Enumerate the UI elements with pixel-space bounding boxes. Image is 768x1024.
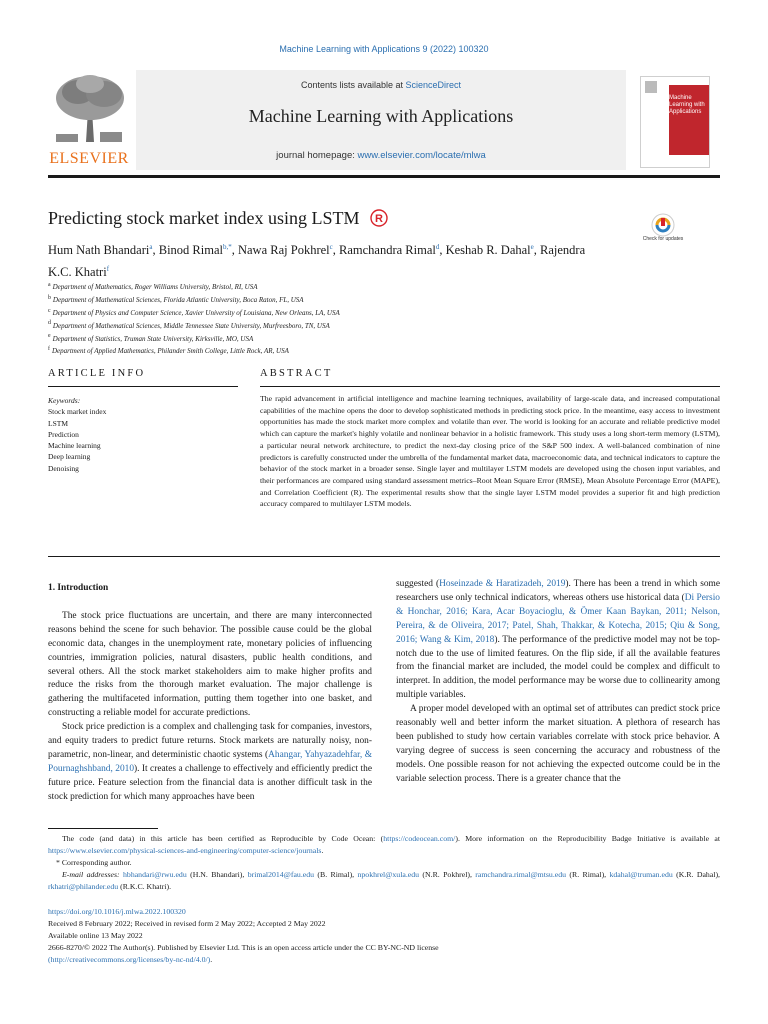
email-owner: (B. Rimal), [314, 870, 358, 879]
journal-homepage-link[interactable]: www.elsevier.com/locate/mlwa [357, 150, 486, 161]
abstract-heading: ABSTRACT [260, 368, 333, 379]
intro-p2-text-a: Stock price prediction is a complex and challenging task for companies, investors, and equity traders to predict future returns. Stock markets are naturally noisy, non-parametric, non-linear, and deterministic chaotic systems ( [48, 722, 372, 760]
check-updates-icon [646, 212, 680, 250]
citation-group-link[interactable]: Di Persio & Honchar, 2016; Kara, Acar Boyacioglu, & Ömer Kaan Baykan, 2011; Nelson, Pereira, & de Oliveira, 2017; Patel, Shah, Thakkar, & Kotecha, 2015; Qiu & Song, 2016; Wang & Kim, 2018 [396, 592, 720, 645]
codeocean-link[interactable]: https://codeocean.com/ [383, 834, 456, 843]
keyword-item: LSTM [48, 418, 69, 428]
author-separator: , [332, 243, 339, 258]
license-end: . [210, 955, 213, 964]
intro-p2-text-b: ). It creates a challenge to effectively and efficiently predict the future price. Feature selection from the financial data is another difficult task in the stock prediction for which many approaches have been [48, 763, 373, 802]
footnotes-block [48, 833, 720, 893]
code-note-a: The code (and data) in this article has been certified as Reproducible by Code Ocean: ( [62, 834, 384, 843]
affiliation-list [48, 280, 608, 357]
badge-initiative-link[interactable]: https://www.elsevier.com/physical-sciences-and-engineering/computer-science/journals [48, 846, 322, 855]
author-affiliation-marker[interactable]: a [149, 243, 153, 251]
journal-banner [136, 70, 626, 170]
affiliation-item [48, 293, 608, 306]
check-updates-label: Check for updates [642, 236, 684, 242]
affiliation-item [48, 318, 608, 331]
license-link[interactable]: (http://creativecommons.org/licenses/by-nc-nd/4.0/) [48, 955, 211, 964]
email-owner: (H.N. Bhandari), [186, 870, 248, 879]
keywords-label: Keywords: [48, 396, 81, 405]
keyword-item: Machine learning [48, 441, 101, 451]
affiliation-text: Department of Physics and Computer Science, Xavier University of Louisiana, New Orleans, LA, USA [52, 308, 340, 317]
code-note-c: . [321, 846, 324, 855]
body-left-column [48, 574, 372, 805]
article-title-text: Predicting stock market index using LSTM [48, 208, 360, 228]
journal-cover-thumbnail[interactable] [640, 76, 710, 168]
publication-info [48, 906, 720, 966]
author-separator: , [231, 243, 238, 258]
reproducible-badge-icon[interactable] [370, 209, 388, 227]
author-affiliation-marker[interactable]: d [435, 243, 440, 251]
intro-p3-text-c: ). The performance of the predictive model may not be top-notch due to the use of limited features. On the flip side, if all the available features from the financial market are included, the model could be complex and difficult to interpret. In addition, the model performance may be worse due to collinearity among multiple variables. [396, 634, 720, 701]
journal-homepage-line [136, 150, 626, 161]
intro-p3-text-a: suggested ( [396, 579, 440, 589]
email-link[interactable]: npokhrel@xula.edu [357, 870, 420, 879]
keywords-block [48, 395, 238, 474]
author-name[interactable]: Keshab R. Dahal [445, 243, 531, 258]
author-separator: , [533, 243, 541, 258]
author-name[interactable]: Ramchandra Rimal [339, 243, 436, 258]
affiliation-marker: c [48, 307, 51, 314]
keyword-item: Denoising [48, 463, 79, 473]
body-right-column [396, 578, 720, 787]
license-statement: 2666-8270/© 2022 The Author(s). Published by Elsevier Ltd. This is an open access article under the CC BY-NC-ND license [48, 943, 439, 952]
intro-paragraph-4: A proper model developed with an optimal set of attributes can predict stock price reasonably well and better inform the market situation. A plethora of research has been published to study how certain variables correlate with stock price behavior. A varying degree of success is seen concerning the accuracy and robustness of the models. One possible reason for not achieving the expected outcome could be in the variable selection process. There is a greater chance that the [396, 704, 720, 784]
email-owner: (R.K.C. Khatri). [118, 882, 172, 891]
check-for-updates-button[interactable] [646, 212, 680, 250]
code-note-b: ). More information on the Reproducibility Badge Initiative is available at [455, 834, 720, 843]
email-label: E-mail addresses: [62, 870, 120, 879]
keyword-item: Prediction [48, 429, 79, 439]
reproducibility-footnote [48, 833, 720, 857]
license-line [48, 954, 720, 966]
elsevier-wordmark: ELSEVIER [49, 150, 129, 167]
affiliation-item [48, 331, 608, 344]
author-separator: , [152, 243, 159, 258]
introduction-heading: 1. Introduction [48, 583, 109, 593]
email-owner: (K.R. Dahal), [672, 870, 720, 879]
email-link[interactable]: kdahal@truman.edu [609, 870, 673, 879]
journal-masthead [48, 70, 720, 178]
cover-title: Machine Learning with Applications [669, 95, 705, 115]
svg-text:R: R [374, 213, 383, 225]
affiliation-item [48, 344, 608, 357]
contents-prefix: Contents lists available at [300, 80, 406, 90]
sciencedirect-link[interactable]: ScienceDirect [405, 80, 462, 90]
email-link[interactable]: ramchandra.rimal@mtsu.edu [475, 870, 567, 879]
author-list [48, 238, 608, 282]
author-affiliation-marker[interactable]: c [329, 243, 333, 251]
footnote-rule [48, 828, 158, 829]
email-link[interactable]: hbhandari@rwu.edu [123, 870, 187, 879]
affiliation-text: Department of Statistics, Truman State University, Kirksville, MO, USA [52, 334, 254, 343]
affiliation-text: Department of Mathematical Sciences, Middle Tennessee State University, Murfreesboro, TN, USA [52, 321, 330, 330]
citation-ahangar-link[interactable]: Ahangar, Yahyazadehfar, & Pournaghshband, 2010 [48, 749, 372, 774]
affiliation-marker: a [48, 282, 51, 288]
author-name[interactable]: Nawa Raj Pokhrel [237, 243, 330, 258]
corresponding-author-note: * Corresponding author. [56, 858, 132, 867]
affiliation-item [48, 280, 608, 293]
elsevier-tree-icon [48, 70, 130, 144]
abstract-text: The rapid advancement in artificial intelligence and machine learning techniques, availability of large-scale data, and increased computational capabilities of the machine opens the door to develop sophisticated methods in predicting stock price. In the meantime, easy access to investment opportunities has made the stock market more complex and volatile than ever. The world is looking for an accurate and reliable predictive model which can capture the market's highly volatile and nonlinear behavior in a holistic framework. This study uses a long short-term memory (LSTM), a particular neural network architecture, to predict the next-day closing price of the S&P 500 index. A well-balanced combination of nine predictors is carefully constructed under the umbrella of the fundamental market data, macroeconomic data, and technical indicators to capture the behavior of the stock market in a broader sense. Single layer and multilayer LSTM models are developed using the chosen input variables, and their performances are compared using standard assessment metrics–Root Mean Square Error (RMSE), Mean Absolute Percentage Error (MAPE), and Correlation Coefficient (R). The experimental results show that the single layer LSTM model provides a superior fit and high prediction accuracy compared to multilayer LSTM models. [260, 394, 720, 509]
article-title [48, 208, 388, 229]
article-info-rule [48, 386, 238, 387]
article-info-heading: ARTICLE INFO [48, 368, 146, 379]
citation-hoseinzade-link[interactable]: Hoseinzade & Haratizadeh, 2019 [439, 579, 566, 589]
author-name[interactable]: Rajendra K.C. Khatri [48, 243, 586, 280]
intro-paragraph-1: The stock price fluctuations are uncertain, and there are many interconnected reasons behind the scene for such behavior. The possible cause could be the global economic data, changes in the unemployment rate, monetary policies of influencing countries, immigration policies, natural disasters, public health conditions, and several others. All the stock market stakeholders aim to make higher profits and reduce the risks from the thorough market evaluation. The major challenge is gathering the multifaceted information, putting them together into one basket, and constructing a reliable model for accurate predictions. [48, 610, 372, 719]
author-affiliation-marker[interactable]: f [106, 265, 110, 274]
received-dates: Received 8 February 2022; Received in revised form 2 May 2022; Accepted 2 May 2022 [48, 919, 326, 928]
email-owner: (R. Rimal), [566, 870, 610, 879]
author-separator: , [439, 243, 446, 258]
journal-citation-link[interactable]: Machine Learning with Applications 9 (2022) 100320 [279, 44, 489, 54]
available-online: Available online 13 May 2022 [48, 931, 143, 940]
author-name[interactable]: Binod Rimal [158, 243, 223, 258]
abstract-bottom-rule [48, 556, 720, 557]
cover-logo-icon [645, 81, 657, 93]
author-affiliation-marker[interactable]: e [530, 243, 534, 251]
email-list [48, 870, 720, 891]
keywords-list [48, 406, 238, 474]
email-owner: (N.R. Pokhrel), [419, 870, 476, 879]
contents-available-line [136, 80, 626, 90]
email-link[interactable]: rkhatri@philander.edu [48, 882, 119, 891]
affiliation-marker: e [48, 333, 51, 340]
author-affiliation-marker[interactable]: b,* [222, 243, 232, 251]
journal-name: Machine Learning with Applications [248, 106, 514, 126]
abstract-rule [260, 386, 720, 387]
intro-p3-text-b: ). There has been a trend in which some researchers use only technical indicators, whereas others use historical data ( [396, 579, 720, 603]
affiliation-item [48, 306, 608, 319]
affiliation-text: Department of Mathematics, Roger Williams University, Bristol, RI, USA [52, 283, 258, 292]
keyword-item: Deep learning [48, 452, 91, 462]
affiliation-marker: b [48, 294, 51, 301]
email-link[interactable]: brimal2014@fau.edu [247, 870, 315, 879]
intro-paragraph-2 [48, 721, 372, 804]
email-addresses-note [48, 869, 720, 893]
intro-paragraph-3 [396, 578, 720, 703]
affiliation-text: Department of Applied Mathematics, Philander Smith College, Little Rock, AR, USA [51, 347, 289, 356]
keyword-item: Stock market index [48, 407, 107, 417]
elsevier-logo[interactable] [48, 70, 130, 170]
homepage-prefix: journal homepage: [276, 150, 358, 161]
affiliation-text: Department of Mathematical Sciences, Florida Atlantic University, Boca Raton, FL, USA [52, 296, 304, 305]
affiliation-marker: d [48, 320, 51, 327]
doi-link[interactable]: https://doi.org/10.1016/j.mlwa.2022.100320 [48, 907, 186, 916]
author-name[interactable]: Hum Nath Bhandari [48, 243, 150, 258]
affiliation-marker: f [48, 346, 50, 353]
